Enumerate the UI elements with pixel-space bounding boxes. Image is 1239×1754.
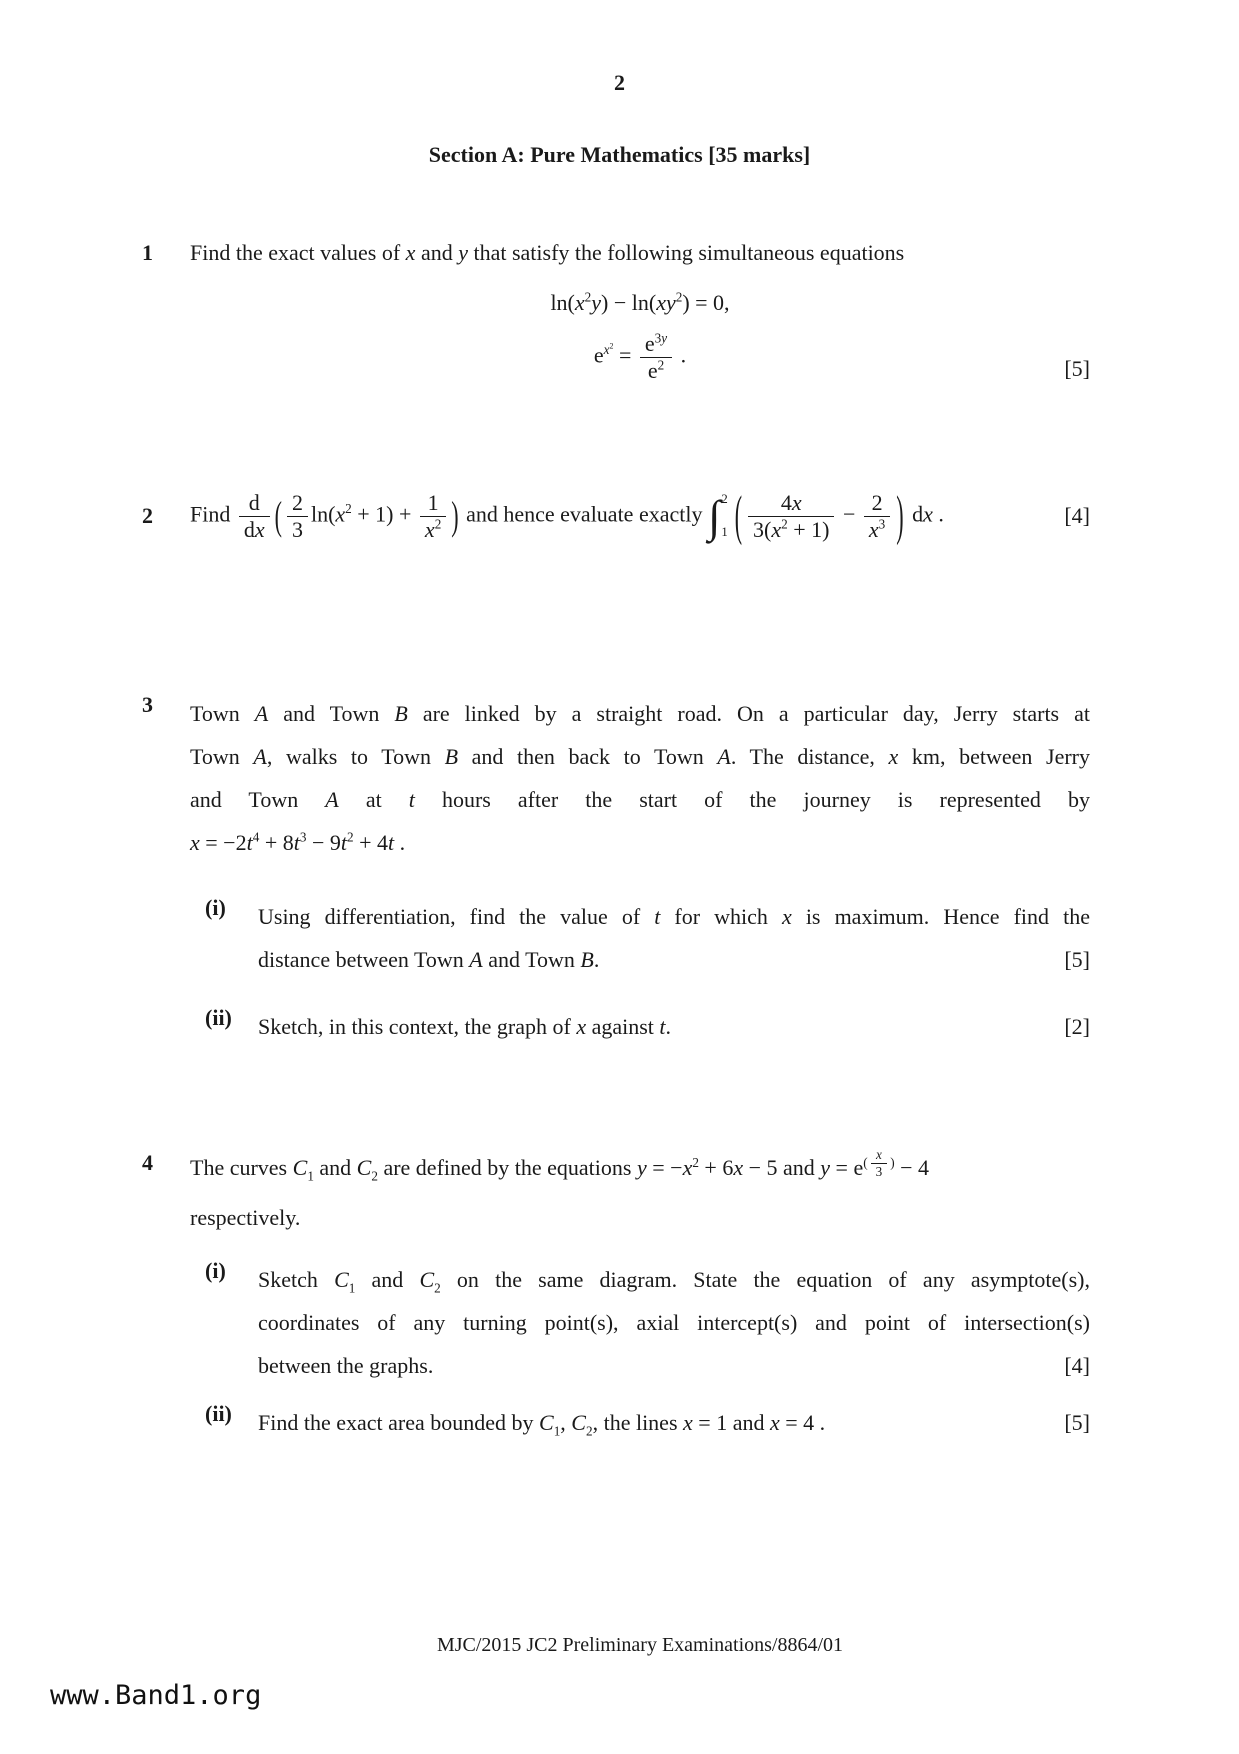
q4-part-ii-marks: [5] (1064, 1410, 1090, 1435)
q3-part-i-line-1: Using differentiation, find the value of t for which x is maximum. Hence find the (258, 904, 1090, 929)
q2-expression: Find $\frac{d}{dx}$ ( $\frac{2}{3}$ $\ln(x^2 + 1)$ + $\frac{1}{x^2}$ ) and hence evaluate exactly ∫ 2 1 ( $\frac{4x}{3(x^2 + 1)}$ − $\frac{2}{x^3}$ ) dx . (190, 483, 944, 546)
q3-part-i-line-2-text: distance between Town A and Town B. (258, 947, 600, 972)
q3-line-1: Town A and Town B are linked by a straight road. On a particular day, Jerry starts at (190, 701, 1090, 726)
q4-part-ii-line-text: Find the exact area bounded by $C_1$, $C_2$, the lines x = 1 and x = 4 . (258, 1410, 826, 1439)
q3-paragraph (190, 692, 1090, 864)
q4-part-ii-label: (ii) (205, 1401, 232, 1426)
q4-part-i-line-3 (258, 1344, 1090, 1387)
q4-part-i-text (258, 1258, 1090, 1387)
q3-part-ii-text (258, 1005, 1090, 1048)
q4-part-i-line-1: Sketch $C_1$ and $C_2$ on the same diagram. State the equation of any asymptote(s), (258, 1267, 1091, 1296)
question-2 (142, 458, 1090, 574)
q1-number: 1 (142, 240, 153, 265)
q4-number: 4 (142, 1150, 153, 1175)
q3-part-ii-line-text: Sketch, in this context, the graph of x against t. (258, 1014, 672, 1039)
q1-marks: [5] (1064, 356, 1090, 381)
q1-prompt: Find the exact values of x and y that satisfy the following simultaneous equations (190, 240, 905, 265)
q4-part-i-label: (i) (205, 1258, 226, 1283)
q3-number: 3 (142, 692, 153, 717)
q3-part-ii-label: (ii) (205, 1005, 232, 1030)
q4-part-i-marks: [4] (1064, 1353, 1090, 1378)
section-title: Section A: Pure Mathematics [35 marks] (428, 142, 811, 167)
q3-formula: $x = -2t^4 + 8t^3 - 9t^2 + 4t$ . (190, 829, 406, 855)
q1-equation-1: $\ln(x^2y) - \ln(xy^2) = 0$, (550, 289, 730, 315)
q3-part-i-marks: [5] (1064, 947, 1090, 972)
q4-prompt-continued: respectively. (190, 1205, 301, 1230)
q3-part-i-line-2 (258, 938, 1090, 981)
q1-equation-2: $e^{x^2}$ = $\frac{e^{3y}}{e^2}$ . (593, 330, 687, 383)
q2-marks: [4] (1064, 503, 1090, 528)
watermark-url: www.Band1.org (50, 1680, 262, 1711)
q4-part-ii-text (258, 1401, 1090, 1444)
q4-part-ii-line (258, 1401, 1090, 1444)
exam-footer: MJC/2015 JC2 Preliminary Examinations/8864/01 (436, 1634, 844, 1656)
q4-part-i-line-2: coordinates of any turning point(s), axial intercept(s) and point of intersection(s) (258, 1310, 1090, 1335)
q3-part-i-text (258, 895, 1090, 981)
q3-part-ii-line (258, 1005, 1090, 1048)
q2-number: 2 (142, 503, 153, 528)
q3-part-ii-marks: [2] (1064, 1014, 1090, 1039)
q4-prompt: The curves $C_1$ and $C_2$ are defined by the equations $y = -x^2 + 6x - 5$ and $y = e^{( \frac{x}{3} )} - 4$ (190, 1147, 930, 1184)
q3-line-3: and Town A at t hours after the start of the journey is represented by (190, 787, 1090, 812)
q4-part-i-line-3-text: between the graphs. (258, 1353, 434, 1378)
q3-part-i-label: (i) (205, 895, 226, 920)
page-number: 2 (614, 70, 625, 95)
q3-line-2: Town A, walks to Town B and then back to Town A. The distance, x km, between Jerry (190, 744, 1090, 769)
